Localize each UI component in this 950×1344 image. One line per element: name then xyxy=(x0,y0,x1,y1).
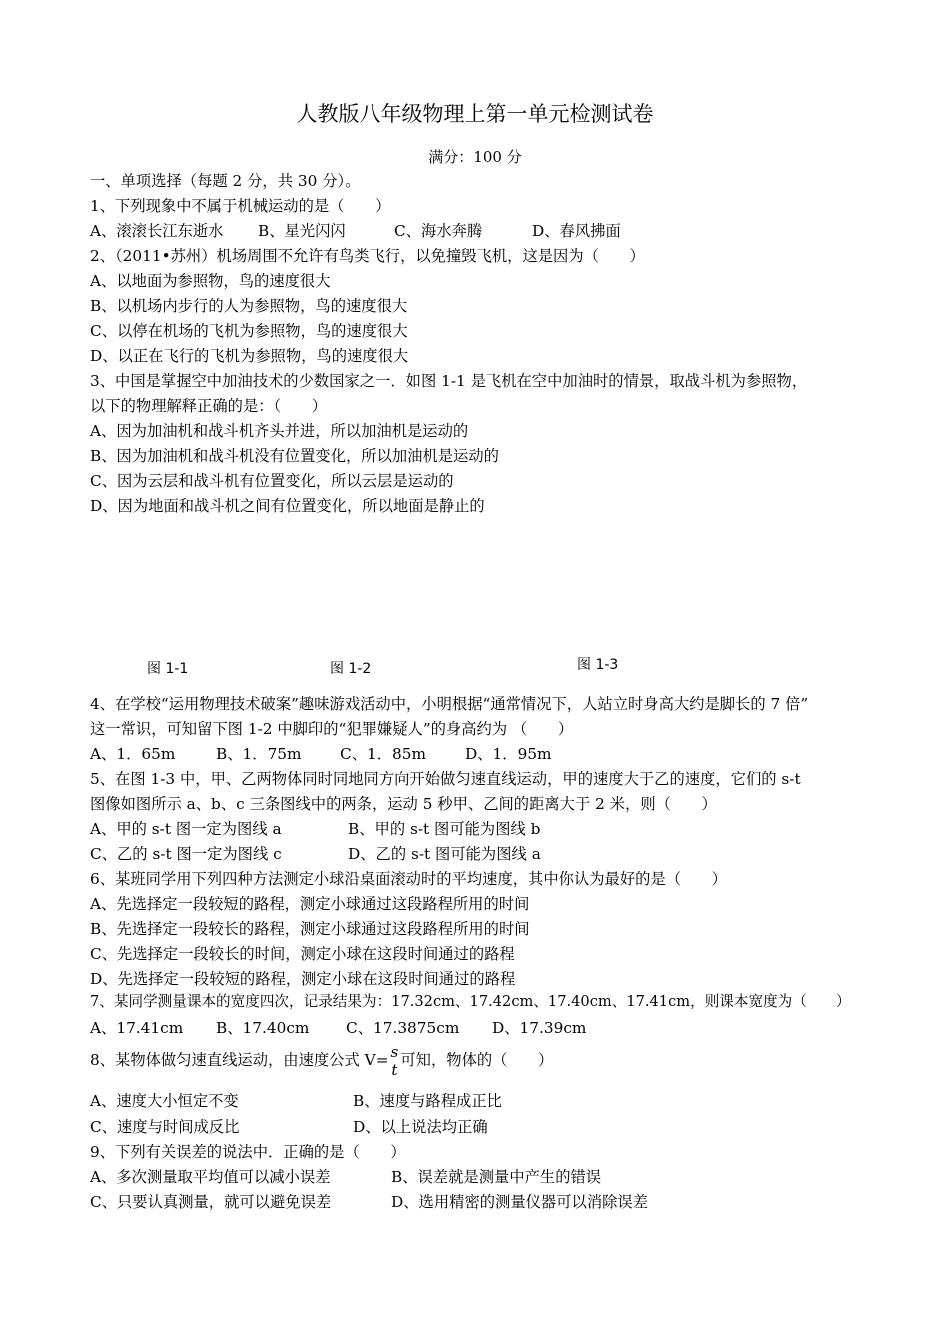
figure-caption-1-2: 图 1-2 xyxy=(330,661,372,677)
question-9-stem: 9、下列有关误差的说法中．正确的是（ ） xyxy=(90,1143,406,1161)
q5-option-c: C、乙的 s-t 图一定为图线 c xyxy=(90,845,282,863)
q4-option-b: B、1．75m xyxy=(216,745,302,763)
question-1-options xyxy=(90,221,621,241)
q7-option-b: B、17.40cm xyxy=(216,1019,310,1037)
q1-option-c: C、海水奔腾 xyxy=(394,222,483,240)
q8-stem-post: 可知，物体的（ ） xyxy=(400,1051,554,1069)
q8-stem-pre: 8、某物体做匀速直线运动，由速度公式 V= xyxy=(90,1051,389,1069)
q8-option-a: A、速度大小恒定不变 xyxy=(90,1092,239,1110)
q2-option-b: B、以机场内步行的人为参照物，鸟的速度很大 xyxy=(90,297,408,315)
question-6-stem: 6、某班同学用下列四种方法测定小球沿桌面滚动时的平均速度，其中你认为最好的是（ ） xyxy=(90,870,727,888)
q9-option-d: D、选用精密的测量仪器可以消除误差 xyxy=(391,1193,649,1211)
q3-option-a: A、因为加油机和战斗机齐头并进，所以加油机是运动的 xyxy=(90,422,469,440)
q3-option-c: C、因为云层和战斗机有位置变化，所以云层是运动的 xyxy=(90,472,454,490)
q5-option-d: D、乙的 s-t 图可能为图线 a xyxy=(348,845,541,863)
fraction-denominator: t xyxy=(391,1061,398,1079)
fraction-numerator: s xyxy=(390,1043,399,1061)
question-1-stem: 1、下列现象中不属于机械运动的是（ ） xyxy=(90,197,391,215)
q8-option-c: C、速度与时间成反比 xyxy=(90,1118,240,1136)
velocity-formula-fraction xyxy=(391,1043,399,1079)
question-7-options xyxy=(90,1018,586,1038)
q9-option-b: B、误差就是测量中产生的错误 xyxy=(391,1168,602,1186)
question-8-options-cd xyxy=(90,1117,488,1137)
question-3-stem-line2: 以下的物理解释正确的是：（ ） xyxy=(90,397,328,415)
q3-option-d: D、因为地面和战斗机之间有位置变化，所以地面是静止的 xyxy=(90,497,485,515)
q6-option-a: A、先选择定一段较短的路程，测定小球通过这段路程所用的时间 xyxy=(90,895,530,913)
q9-option-c: C、只要认真测量，就可以避免误差 xyxy=(90,1193,332,1211)
q1-option-d: D、春风拂面 xyxy=(532,222,621,240)
q3-option-b: B、因为加油机和战斗机没有位置变化，所以加油机是运动的 xyxy=(90,447,499,465)
question-5-stem-line1: 5、在图 1-3 中，甲、乙两物体同时同地同方向开始做匀速直线运动，甲的速度大于乙的速度，它们的 s-t xyxy=(90,770,801,788)
q8-option-d: D、以上说法均正确 xyxy=(353,1118,488,1136)
question-5-options-cd xyxy=(90,844,541,864)
q1-option-b: B、星光闪闪 xyxy=(258,222,346,240)
section-heading: 一、单项选择（每题 2 分，共 30 分）。 xyxy=(90,172,361,190)
question-2-stem: 2、（2011•苏州）机场周围不允许有鸟类飞行，以免撞毁飞机，这是因为（ ） xyxy=(90,247,645,265)
q7-option-c: C、17.3875cm xyxy=(346,1019,460,1037)
q4-option-d: D、1．95m xyxy=(465,745,552,763)
q6-option-b: B、先选择定一段较长的路程，测定小球通过这段路程所用的时间 xyxy=(90,920,530,938)
q4-option-c: C、1．85m xyxy=(340,745,427,763)
question-8-stem xyxy=(90,1040,553,1080)
q5-option-a: A、甲的 s-t 图一定为图线 a xyxy=(90,820,282,838)
question-5-options-ab xyxy=(90,819,540,839)
question-3-stem-line1: 3、中国是掌握空中加油技术的少数国家之一．如图 1-1 是飞机在空中加油时的情景，取战斗机为参照物， xyxy=(90,372,808,390)
figure-caption-1-3: 图 1-3 xyxy=(577,657,619,673)
q8-option-b: B、速度与路程成正比 xyxy=(353,1092,502,1110)
q2-option-d: D、以正在飞行的飞机为参照物，鸟的速度很大 xyxy=(90,347,409,365)
question-7-stem: 7、某同学测量课本的宽度四次，记录结果为：17.32cm、17.42cm、17.40cm、17.41cm，则课本宽度为（ ） xyxy=(90,993,851,1010)
q4-option-a: A、1．65m xyxy=(90,745,176,763)
q7-option-d: D、17.39cm xyxy=(492,1019,587,1037)
q5-option-b: B、甲的 s-t 图可能为图线 b xyxy=(348,820,541,838)
full-score: 满分：100 分 xyxy=(428,148,522,166)
q6-option-d: D、先选择定一段较短的路程，测定小球在这段时间通过的路程 xyxy=(90,970,516,988)
question-8-options-ab xyxy=(90,1091,502,1111)
q2-option-a: A、以地面为参照物，鸟的速度很大 xyxy=(90,272,331,290)
q9-option-a: A、多次测量取平均值可以减小误差 xyxy=(90,1168,331,1186)
question-4-options xyxy=(90,744,552,764)
figure-caption-1-1: 图 1-1 xyxy=(147,661,189,677)
question-9-options-cd xyxy=(90,1192,648,1212)
page-title: 人教版八年级物理上第一单元检测试卷 xyxy=(296,102,654,126)
question-4-stem-line2: 这一常识，可知留下图 1-2 中脚印的“犯罪嫌疑人”的身高约为 （ ） xyxy=(90,720,574,738)
question-4-stem-line1: 4、在学校“运用物理技术破案”趣味游戏活动中，小明根据“通常情况下，人站立时身高大约是脚长的 7 倍” xyxy=(90,695,809,713)
question-5-stem-line2: 图像如图所示 a、b、c 三条图线中的两条，运动 5 秒甲、乙间的距离大于 2 米，则（ ） xyxy=(90,795,717,813)
q6-option-c: C、先选择定一段较长的时间，测定小球在这段时间通过的路程 xyxy=(90,945,515,963)
q2-option-c: C、以停在机场的飞机为参照物，鸟的速度很大 xyxy=(90,322,408,340)
q1-option-a: A、滚滚长江东逝水 xyxy=(90,222,224,240)
question-9-options-ab xyxy=(90,1167,601,1187)
q7-option-a: A、17.41cm xyxy=(90,1019,184,1037)
